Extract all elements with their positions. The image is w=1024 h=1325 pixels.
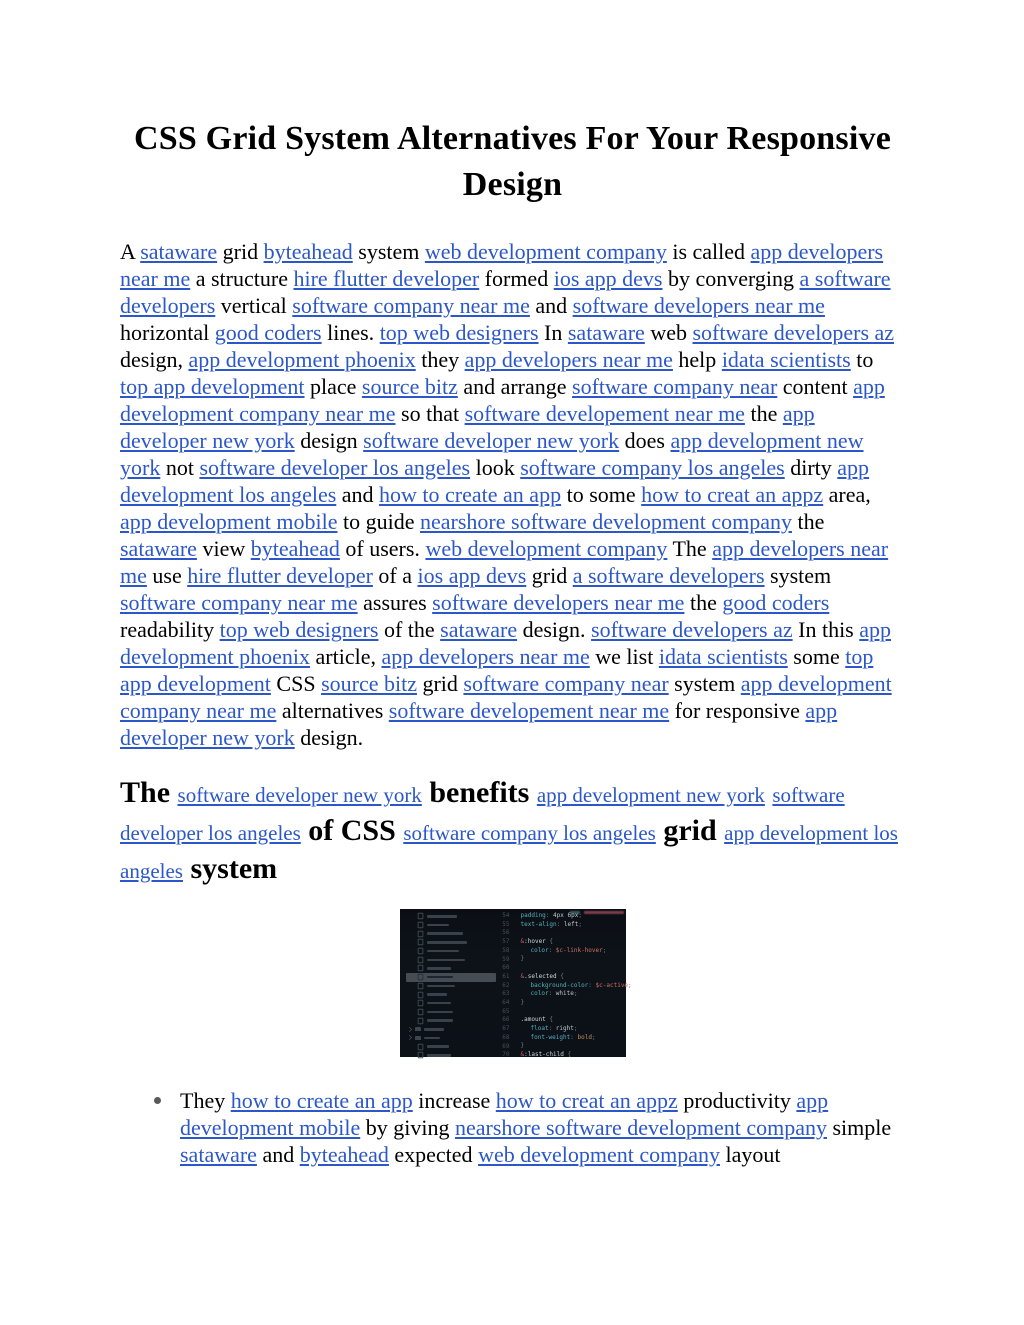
text-run: lines. [321, 320, 380, 345]
code-lines [521, 912, 632, 1060]
text-run: the [792, 509, 825, 534]
page-title: CSS Grid System Alternatives For Your Responsive Design [134, 120, 891, 203]
code-token: white [555, 990, 574, 998]
text-run: design. [294, 725, 364, 750]
line-number: 66 [502, 1016, 510, 1024]
code-token: : [548, 1024, 556, 1032]
blurred-filename [427, 967, 451, 970]
file-row [406, 1008, 496, 1017]
text-run: by converging [662, 266, 800, 291]
folder-icon [415, 1027, 421, 1031]
text-run: dirty [784, 455, 838, 480]
keyword-link[interactable]: how to creat an appz [495, 1088, 678, 1113]
text-run: help [672, 347, 722, 372]
keyword-link[interactable]: hire flutter developer [187, 563, 373, 588]
line-number: 63 [502, 990, 510, 998]
file-row [406, 1042, 496, 1051]
intro-paragraph [120, 238, 905, 751]
text-run: content [777, 374, 854, 399]
text-run: a structure [190, 266, 294, 291]
code-token: .amount [520, 1016, 546, 1024]
keyword-link[interactable]: app developers near me [120, 536, 889, 588]
file-icon [417, 965, 423, 971]
line-number: 67 [502, 1025, 510, 1033]
code-token: ; [578, 912, 582, 919]
keyword-link[interactable]: software company los angeles [403, 821, 656, 845]
blurred-filename [427, 1045, 449, 1048]
keyword-link[interactable]: app development new york [120, 428, 864, 480]
keyword-link[interactable]: app developer new york [120, 698, 838, 750]
text-run: alternatives [276, 698, 389, 723]
keyword-link[interactable]: top web designers [379, 320, 539, 345]
keyword-link[interactable]: app development company near me [120, 374, 885, 426]
file-icon [417, 1009, 423, 1015]
code-line [521, 982, 632, 991]
text-run: of users. [339, 536, 426, 561]
line-number: 65 [502, 1007, 510, 1015]
blurred-filename [427, 941, 467, 944]
text-run: In [538, 320, 568, 345]
keyword-link[interactable]: software developer new york [177, 783, 422, 807]
code-line [521, 921, 632, 930]
list-item [152, 1087, 905, 1168]
keyword-link[interactable]: idata scientists [658, 644, 788, 669]
file-icon [417, 922, 423, 928]
text-run: we list [589, 644, 659, 669]
code-line [521, 1051, 632, 1060]
text-run: horizontal [120, 320, 215, 345]
code-token: color [530, 946, 549, 954]
blurred-filename [424, 1028, 444, 1031]
code-token: ; [591, 1033, 596, 1041]
keyword-link[interactable]: sataware [180, 1142, 257, 1167]
file-icon [417, 913, 423, 919]
file-icon [417, 931, 423, 937]
blurred-filename [427, 985, 455, 988]
keyword-link[interactable]: byteahead [263, 239, 353, 264]
code-line [521, 964, 632, 973]
file-row [406, 912, 496, 921]
file-icon [417, 1017, 423, 1023]
text-run: article, [310, 644, 382, 669]
text-run: assures [357, 590, 433, 615]
code-editor-screenshot [400, 909, 632, 1059]
code-line [521, 1034, 632, 1043]
text-run: for responsive [669, 698, 806, 723]
keyword-link[interactable]: sataware [120, 536, 197, 561]
keyword-link[interactable]: top web designers [219, 617, 379, 642]
text-run: The [120, 776, 178, 809]
file-row [406, 973, 496, 982]
keyword-link[interactable]: app development mobile [180, 1088, 829, 1140]
code-token: left [563, 920, 579, 928]
keyword-link[interactable]: hire flutter developer [293, 266, 480, 291]
line-number: 61 [502, 972, 510, 980]
file-row [406, 929, 496, 938]
text-run: A [120, 239, 141, 264]
text-run: benefits [421, 776, 537, 809]
code-token: ; [573, 990, 578, 998]
folder-icon [415, 1036, 421, 1040]
code-token: { [545, 1016, 554, 1024]
blurred-filename [427, 915, 457, 918]
line-number: 69 [502, 1042, 510, 1050]
keyword-link[interactable]: software company near me [292, 293, 530, 318]
keyword-link[interactable]: good coders [722, 590, 830, 615]
keyword-link[interactable]: app development los angeles [120, 455, 870, 507]
text-run: so that [395, 401, 465, 426]
keyword-link[interactable]: ios app devs [553, 266, 663, 291]
keyword-link[interactable]: software developers near me [572, 293, 825, 318]
text-run: of the [378, 617, 441, 642]
code-token: { [563, 1051, 572, 1058]
keyword-link[interactable]: app development mobile [120, 509, 338, 534]
keyword-link[interactable]: a software developers [120, 266, 891, 318]
code-token: ; [602, 946, 607, 954]
file-row [406, 947, 496, 956]
text-run: the [744, 401, 783, 426]
text-run: the [684, 590, 723, 615]
file-icon [417, 983, 423, 989]
code-token: 4px 6px [553, 912, 579, 919]
keyword-link[interactable]: byteahead [299, 1142, 389, 1167]
line-number: 64 [502, 999, 510, 1007]
bullet-dot-icon [154, 1097, 161, 1104]
keyword-link[interactable]: app developers near me [120, 239, 884, 291]
text-run: productivity [677, 1088, 797, 1113]
file-row [406, 982, 496, 991]
keyword-link[interactable]: software developers az [692, 320, 895, 345]
blurred-filename [427, 1011, 453, 1014]
text-run: does [619, 428, 671, 453]
keyword-link[interactable]: software company near [572, 374, 778, 399]
text-run: expected [388, 1142, 479, 1167]
text-run: by giving [360, 1115, 455, 1140]
chevron-icon [407, 1027, 412, 1032]
text-run: some [787, 644, 846, 669]
keyword-link[interactable]: how to create an app [379, 482, 562, 507]
line-number: 54 [502, 912, 510, 919]
keyword-link[interactable]: app developers near me [381, 644, 590, 669]
code-token: background-color [530, 981, 589, 989]
keyword-link[interactable]: app developers near me [464, 347, 673, 372]
keyword-link[interactable]: web development company [424, 239, 667, 264]
benefits-heading [120, 775, 905, 889]
keyword-link[interactable]: a software developers [572, 563, 765, 588]
line-numbers [498, 912, 510, 1060]
code-token: : [548, 946, 556, 954]
code-token: right [555, 1024, 574, 1032]
text-run: design, [120, 347, 189, 372]
keyword-link[interactable]: how to create an app [230, 1088, 413, 1113]
keyword-link[interactable]: top app development [120, 644, 874, 696]
keyword-link[interactable]: ios app devs [417, 563, 527, 588]
file-icon [417, 939, 423, 945]
code-token: & [520, 938, 525, 946]
keyword-link[interactable]: source bitz [321, 671, 417, 696]
code-token: float [530, 1024, 549, 1032]
text-run: is called [666, 239, 751, 264]
text-run: CSS [270, 671, 322, 696]
file-row [406, 938, 496, 947]
keyword-link[interactable]: how to creat an appz [641, 482, 824, 507]
text-run: they [415, 347, 465, 372]
code-token: & [520, 1051, 525, 1058]
file-icon [417, 1043, 423, 1049]
code-token: text-align [520, 920, 557, 928]
keyword-link[interactable]: app development phoenix [120, 617, 892, 669]
text-run: design. [517, 617, 592, 642]
keyword-link[interactable]: sataware [440, 617, 518, 642]
line-number: 59 [502, 955, 510, 963]
file-icon [417, 991, 423, 997]
code-line [521, 947, 632, 956]
code-line [521, 973, 632, 982]
keyword-link[interactable]: app development new york [536, 783, 765, 807]
text-run: grid [655, 814, 725, 847]
line-number: 57 [502, 938, 510, 946]
code-token: : [545, 912, 554, 919]
keyword-link[interactable]: software developers az [591, 617, 793, 642]
text-run: simple [827, 1115, 892, 1140]
code-token: :hover [524, 938, 546, 946]
text-run: They [180, 1088, 231, 1113]
text-run: vertical [215, 293, 293, 318]
code-token: bold [577, 1033, 592, 1041]
file-row [406, 990, 496, 999]
keyword-link[interactable]: good coders [214, 320, 322, 345]
keyword-link[interactable]: nearshore software development company [420, 509, 793, 534]
code-token: font-weight [530, 1033, 571, 1041]
blurred-filename [424, 1037, 440, 1040]
file-icon [417, 948, 423, 954]
folder-row [406, 1025, 496, 1034]
line-number: 70 [502, 1051, 510, 1059]
code-token: .selected [524, 972, 557, 980]
text-run: system [352, 239, 425, 264]
code-line [521, 1016, 632, 1025]
text-run: system [182, 852, 278, 885]
keyword-link[interactable]: app developer new york [120, 401, 815, 453]
keyword-link[interactable]: nearshore software development company [454, 1115, 827, 1140]
blurred-filename [427, 932, 463, 935]
code-line [521, 999, 632, 1008]
code-token: ; [628, 981, 632, 989]
text-run: increase [412, 1088, 496, 1113]
text-run: look [470, 455, 521, 480]
keyword-link[interactable]: software developement near me [388, 698, 670, 723]
text-run: view [196, 536, 251, 561]
text-run: of CSS [300, 814, 404, 847]
file-icon [417, 1052, 423, 1058]
embedded-image [400, 909, 632, 1059]
text-run: and arrange [457, 374, 573, 399]
blurred-filename [427, 950, 459, 953]
text-run: grid [526, 563, 573, 588]
text-run: use [146, 563, 188, 588]
blurred-filename [427, 1019, 453, 1022]
text-run: formed [479, 266, 554, 291]
file-row [406, 921, 496, 930]
code-line [521, 929, 632, 938]
text-run: place [304, 374, 362, 399]
text-run: readability [120, 617, 220, 642]
code-token: : [548, 990, 556, 998]
code-token: :last-child [524, 1051, 564, 1058]
file-tree [406, 912, 496, 1060]
text-run: to some [561, 482, 642, 507]
file-row [406, 955, 496, 964]
keyword-link[interactable]: sataware [140, 239, 218, 264]
keyword-link[interactable]: web development company [425, 536, 668, 561]
text-run: to guide [337, 509, 420, 534]
code-line [521, 1042, 632, 1051]
text-run: and [336, 482, 380, 507]
keyword-link[interactable]: software company los angeles [520, 455, 785, 480]
text-run: of a [372, 563, 418, 588]
code-token: : [556, 920, 564, 928]
blurred-filename [427, 959, 465, 962]
keyword-link[interactable]: sataware [567, 320, 645, 345]
blurred-filename [427, 993, 447, 996]
line-number: 58 [502, 946, 510, 954]
list-item-text [180, 1088, 891, 1167]
blurred-filename [427, 1002, 451, 1005]
code-token: ; [578, 920, 582, 928]
keyword-link[interactable]: web development company [478, 1142, 720, 1167]
file-icon [417, 974, 423, 980]
keyword-link[interactable]: software company near me [120, 590, 358, 615]
code-line [521, 1025, 632, 1034]
code-token: } [520, 998, 525, 1006]
text-run: to [850, 347, 874, 372]
code-line [521, 955, 632, 964]
keyword-link[interactable]: app development los angeles [120, 821, 898, 883]
blurred-filename [427, 1054, 451, 1057]
text-run: and [529, 293, 573, 318]
keyword-link[interactable]: top app development [120, 374, 305, 399]
line-number: 68 [502, 1033, 510, 1041]
code-token: & [520, 972, 525, 980]
chevron-icon [407, 1035, 412, 1040]
code-token: } [520, 955, 525, 963]
code-token: : [570, 1033, 578, 1041]
keyword-link[interactable]: software developer los angeles [120, 783, 845, 845]
code-token: padding [520, 912, 546, 919]
file-row [406, 964, 496, 973]
code-line [521, 1008, 632, 1017]
keyword-link[interactable]: software developers near me [432, 590, 685, 615]
code-token: $c-active [595, 981, 629, 989]
code-line [521, 990, 632, 999]
bullet-list [120, 1087, 905, 1168]
file-icon [417, 957, 423, 963]
text-run: system [764, 563, 832, 588]
keyword-link[interactable]: software company near [463, 671, 669, 696]
text-run: design [294, 428, 364, 453]
blurred-filename [427, 924, 449, 927]
blurred-filename [427, 976, 453, 979]
text-run: not [160, 455, 200, 480]
keyword-link[interactable]: app development phoenix [188, 347, 416, 372]
text-run: system [668, 671, 741, 696]
file-row [406, 1016, 496, 1025]
file-row [406, 1051, 496, 1060]
keyword-link[interactable]: source bitz [361, 374, 458, 399]
file-icon [417, 1000, 423, 1006]
code-token: $c-link-hover [555, 946, 603, 954]
text-run: area, [823, 482, 871, 507]
code-token: } [520, 1042, 525, 1050]
code-token: { [545, 938, 554, 946]
text-run: grid [416, 671, 464, 696]
line-number: 60 [502, 964, 510, 972]
line-number: 56 [502, 929, 510, 937]
file-row [406, 999, 496, 1008]
keyword-link[interactable]: software developement near me [464, 401, 745, 426]
code-token: ; [573, 1024, 578, 1032]
keyword-link[interactable]: idata scientists [721, 347, 851, 372]
text-run: web [644, 320, 693, 345]
keyword-link[interactable]: software developer los angeles [199, 455, 471, 480]
keyword-link[interactable]: app development company near me [120, 671, 892, 723]
text-run: In this [792, 617, 860, 642]
code-line [521, 938, 632, 947]
code-line [521, 912, 632, 921]
code-token: color [530, 990, 549, 998]
code-token: : [588, 981, 596, 989]
line-number: 55 [502, 920, 510, 928]
line-number: 62 [502, 981, 510, 989]
keyword-link[interactable]: byteahead [250, 536, 340, 561]
code-token: { [556, 972, 564, 980]
text-run: The [667, 536, 713, 561]
keyword-link[interactable]: software developer new york [363, 428, 620, 453]
text-run: grid [217, 239, 264, 264]
text-run: and [256, 1142, 300, 1167]
folder-row [406, 1034, 496, 1043]
text-run: layout [720, 1142, 781, 1167]
